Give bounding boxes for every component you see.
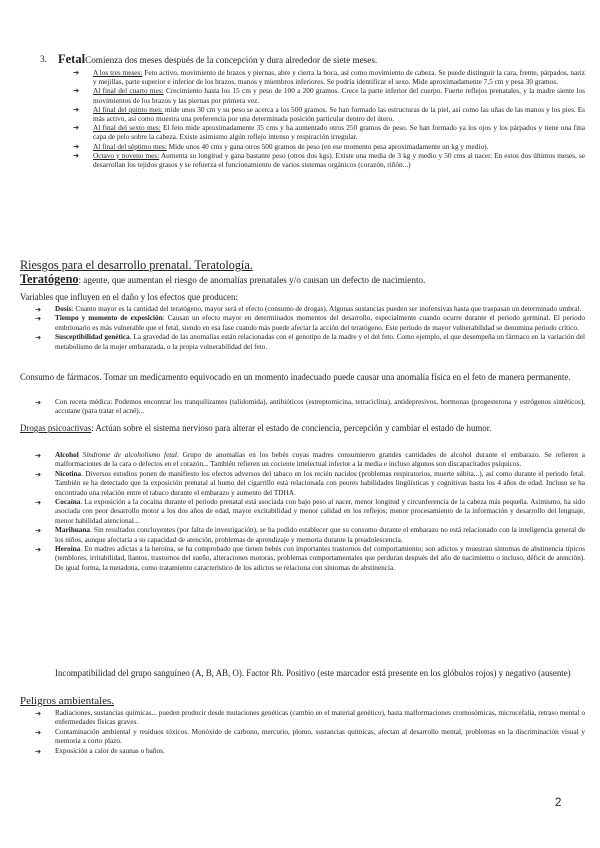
list-item [35, 498, 585, 526]
list-item [35, 709, 585, 728]
arrow-icon: ➔ [35, 727, 42, 737]
item-label: A los tres meses: [93, 68, 143, 77]
variables-list [35, 305, 585, 352]
item-label: Dosis [55, 305, 72, 313]
item-label: Alcohol [55, 451, 79, 459]
list-item [73, 104, 585, 124]
riesgos-heading: Riesgos para el desarrollo prenatal. Teratología. [20, 258, 253, 272]
item-text: . Sin resultados concluyentes (por falta de investigación), se ha podido establecer que su consumo durante el embarazo no está relacionado con la inteligencia general de los niños, aunque afectaría a su capacidad de atención, problemas de aprendizaje y memoria durante la preadolescencia. [55, 526, 585, 544]
fetal-month-list [73, 68, 585, 170]
arrow-icon: ➔ [73, 68, 80, 77]
arrow-icon: ➔ [73, 123, 80, 133]
list-item [35, 526, 585, 545]
item-text: : Cuanto mayor es la cantidad del teratógeno, mayor será el efecto (consumo de drogas). Algunas sustancias pueden ser inofensivas hasta que traspasan un determinado umbral. [71, 305, 582, 313]
arrow-icon: ➔ [35, 314, 42, 324]
farmacos-paragraph: Consumo de fármacos. Tomar un medicamento equivocado en un momento inadecuado puede causar una anomalía física en el feto de manera permanente. [20, 372, 571, 382]
fetal-intro-text: Comienza dos meses después de la concepción y dura alrededor de siete meses. [85, 55, 378, 65]
list-item [35, 333, 585, 352]
drogas-text: : Actúan sobre el sistema nervioso para alterar el estado de conciencia, percepción y cambiar el estado de humor. [91, 423, 492, 433]
variables-intro: Variables que influyen en el daño y los efectos que producen: [20, 292, 238, 302]
list-item [35, 305, 585, 314]
page-number: 2 [555, 797, 562, 809]
arrow-icon: ➔ [35, 545, 42, 555]
list-item [35, 314, 585, 333]
item-text: . La gravedad de las anomalías están relacionadas con el genotipo de la madre y el del feto. Como ejemplo, el que desempeña un fármaco en la variación del metabolismo de la mujer embarazada, o la propia vulnerabilidad del feto. [55, 333, 585, 351]
item-text: . En madres adictas a la heroína, se ha comprobado que tienen bebés con importantes trastornos del comportamiento; son adictos y muestran síntomas de abstinencia típicos (temblores, irritabilidad, llantos, trastornos del sueño, alteraciones motoras, problemas comportamentales que perduran después del año de nacimiento o incluso, déficit de atención). De igual forma, la metadona, como tratamiento característico de los adictos se relaciona con síntomas de abstinencia. [55, 545, 585, 572]
rh-paragraph: Incompatibilidad del grupo sanguíneo (A, B, AB, O). Factor Rh. Positivo (este marcador está presente en los glóbulos rojos) y negativo (ausente) [55, 668, 571, 678]
list-item [73, 141, 585, 151]
fetal-title: Fetal [58, 52, 86, 66]
drogas-list [35, 451, 585, 573]
item-label: Heroína [55, 545, 81, 554]
list-item [35, 727, 585, 747]
item-label: Al final del séptimo mes: [93, 141, 167, 151]
teratogeno-definition [20, 274, 592, 286]
item-label: Susceptibilidad genética [55, 333, 130, 342]
arrow-icon: ➔ [35, 469, 42, 479]
list-number: 3. [40, 54, 47, 64]
arrow-icon: ➔ [35, 498, 42, 508]
item-text: Mide unos 40 cms y gana otros 500 gramos de peso (en ese momento pesa aproximadamente un kg y medio). [166, 141, 489, 151]
list-item [35, 545, 585, 573]
arrow-icon: ➔ [73, 150, 80, 160]
arrow-icon: ➔ [35, 451, 42, 460]
item-text: . Diversos estudios ponen de manifiesto los efectos adversos del tabaco en los recién nacidos (problemas respiratorios, muerte súbita...), así como durante el periodo fetal. También se ha detectado que la exposición prenatal al humo del cigarrillo está relacionada con peores habilidades lingüísticas y cognitivas hasta los 4 años de edad. Incluso se ha encontrado una relación entre el tabaco durante el embarazo y aumento del TDHA. [55, 469, 585, 497]
arrow-icon: ➔ [73, 86, 80, 96]
item-text: : Causan un efecto mayor en determinados momentos del desarrollo, especialmente cuando ocurre durante el periodo germinal. El periodo embrionario es más vulnerable que el fetal, siendo en esa fase cuando más puede afectar la acción del teratógeno. Este periodo de mayor vulnerabilidad se denomina periodo crítico. [55, 314, 585, 332]
item-text: Radiaciones, sustancias químicas... pueden producir desde mutaciones genéticas (cambio en el material genético), hasta malformaciones cromosómicas, microcefalia, retraso mental o enfermedades físicas graves. [55, 709, 585, 727]
arrow-icon: ➔ [35, 305, 42, 314]
list-item [35, 451, 585, 470]
item-label: Octavo y noveno mes: [93, 150, 160, 160]
list-item [73, 150, 585, 170]
drogas-label: Drogas psicoactivas [20, 423, 92, 433]
item-text: Feto activo, movimiento de brazos y piernas, abre y cierra la boca, así como movimiento de cabeza. Se puede distinguir la cara, frente, párpados, nariz y mejillas, parte superior e inferior de los brazos, manos y miembros inferiores. Se podría identificar el sexo. Mide aproximadamente 7,5 cm y pesa 30 gramos. [93, 68, 585, 87]
fetal-intro [40, 52, 578, 66]
list-item [35, 398, 585, 417]
item-italic: Síndrome de alcoholismo fetal [82, 451, 177, 459]
peligros-heading: Peligros ambientales. [20, 695, 115, 707]
list-item [35, 746, 585, 756]
list-item [35, 469, 585, 498]
item-text: Con receta médica: Podemos encontrar los tranquilizantes (talidomida), antibióticos (estreptomicina, tetraciclina), antidepresivos, hormonas (progesterona y estrógenos sintéticos), accutane (para tratar el acné)... [55, 398, 585, 416]
farmacos-list [35, 398, 585, 417]
item-text: . Grupo de anomalías en los bebés cuyas madres consumieron grandes cantidades de alcohol durante el embarazo. Se refieren a malformaciones de la cara o defectos en el corazón... También refieren un cociente intelectual inferior a la media e incluso algunos son discapacitados psíquicos. [55, 451, 585, 469]
item-label: Al final del quinto mes: [93, 104, 163, 114]
arrow-icon: ➔ [35, 398, 42, 407]
item-text: Exposición a calor de saunas o baños. [55, 746, 165, 755]
item-text: mide unos 30 cm y su peso se acerca a los 500 gramos. Se han formado las estructuras de la piel, así como las uñas de las manos y los pies. Es más activo, así como muestra una preferencia por una determinada posición particular dentro del útero. [93, 104, 585, 124]
item-label: Cocaína [55, 498, 81, 507]
drogas-paragraph [20, 423, 592, 434]
arrow-icon: ➔ [35, 526, 42, 536]
item-text: Contaminación ambiental y residuos tóxicos. Monóxido de carbono, mercurio, plomo, sustancias químicas, afectan al desarrollo mental, problemas en la discriminación visual y memoria a corto plazo. [55, 727, 585, 746]
peligros-list [35, 709, 585, 756]
arrow-icon: ➔ [73, 104, 80, 114]
item-label: Nicotina [55, 469, 82, 478]
arrow-icon: ➔ [35, 709, 42, 718]
item-text: . La exposición a la cocaína durante el periodo prenatal está asociada con bajo peso al nacer, menor longitud y circunferencia de la cabeza más pequeña. Asimismo, ha sido asociada con peor desarrollo motor a los dos años de edad, mayor excitabilidad y menor calidad en los reflejos; menor procesamiento de la información y desarrollo del lenguaje, menor habilidad atencional... [55, 498, 585, 525]
arrow-icon: ➔ [73, 141, 80, 151]
list-item [73, 86, 585, 105]
item-text: Crecimiento hasta los 15 cm y peso de 100 a 200 gramos. Crece la parte inferior del cuerpo. Fuerte reflejos prenatales, y la madre siente los movimientos de los brazos y las piernas por primera vez. [93, 86, 585, 105]
teratogeno-term: Teratógeno [20, 272, 79, 286]
item-text: Aumenta su longitud y gana bastante peso (otros dos kgs). Existe una media de 3 kg y medio y 50 cms al nacer. En estos dos últimos meses, se desarrollan los tejidos grasos y se refuerza el funcionamiento de varios sistemas orgánicos (corazón, riñón...) [93, 150, 585, 170]
arrow-icon: ➔ [35, 333, 42, 343]
list-item [73, 123, 585, 142]
list-item [73, 68, 585, 87]
teratogeno-text: : agente, que aumentan el riesgo de anomalías prenatales y/o causan un defecto de nacimiento. [78, 275, 426, 285]
arrow-icon: ➔ [35, 746, 42, 756]
item-label: Al final del cuarto mes: [93, 86, 164, 96]
item-label: Al final del sexto mes: [93, 123, 161, 133]
item-label: Tiempo y momento de exposición [55, 314, 163, 323]
item-text: El feto mide aproximadamente 35 cms y ha aumentado otros 250 gramos de peso. Se han formado ya los ojos y los párpados y tiene una fina capa de pelo sobre la cabeza. Existe asimismo algún reflejo intenso y respiración irregular. [93, 123, 585, 142]
item-label: Marihuana [55, 526, 91, 535]
